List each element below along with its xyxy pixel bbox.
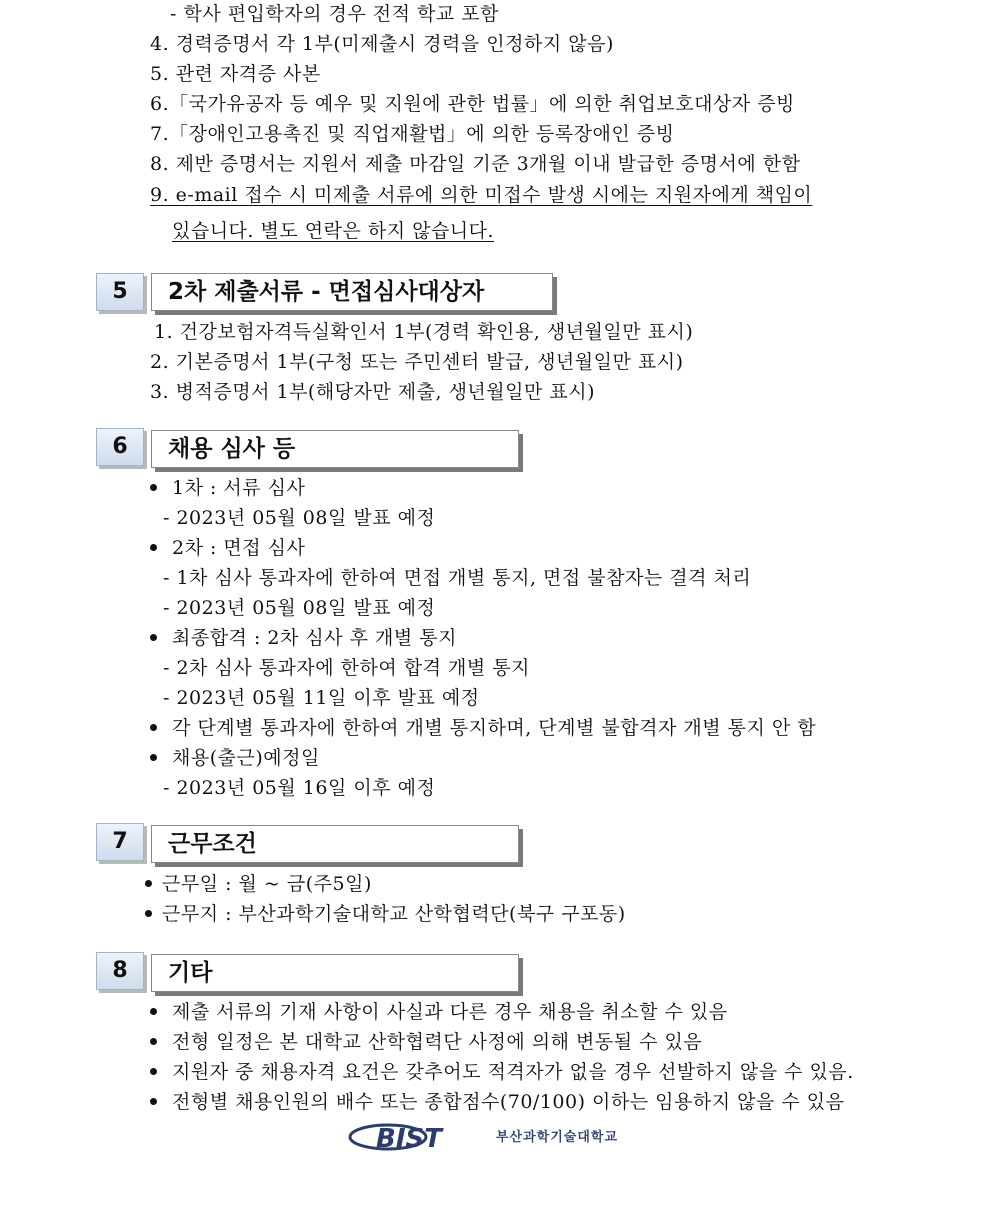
list-item: 5. 관련 자격증 사본: [150, 63, 321, 85]
list-item: 각 단계별 통과자에 한하여 개별 통지하며, 단계별 불합격자 개별 통지 안 함: [172, 717, 817, 739]
bist-logo-icon: [348, 1120, 483, 1154]
list-item: 8. 제반 증명서는 지원서 제출 마감일 기준 3개월 이내 발급한 증명서에 한함: [150, 153, 801, 175]
bullet-icon: [145, 880, 152, 887]
svg-text:BIST: BIST: [376, 1124, 442, 1154]
section-number: 6: [96, 428, 144, 466]
bullet-icon: [150, 1068, 157, 1075]
bullet-icon: [150, 484, 157, 491]
list-item-email-notice-cont: 있습니다. 별도 연락은 하지 않습니다.: [172, 220, 495, 242]
section-number: 7: [96, 823, 144, 861]
list-item: 채용(출근)예정일: [172, 747, 320, 769]
bullet-icon: [150, 634, 157, 641]
bullet-icon: [150, 1008, 157, 1015]
section-number: 5: [96, 273, 144, 311]
list-item: 최종합격 : 2차 심사 후 개별 통지: [172, 627, 457, 649]
university-logo: [348, 1120, 668, 1154]
university-name: 부산과학기술대학교: [496, 1130, 619, 1145]
list-item: 3. 병적증명서 1부(해당자만 제출, 생년월일만 표시): [150, 381, 596, 403]
section-title: 채용 심사 등: [151, 430, 519, 468]
list-sub-item: - 1차 심사 통과자에 한하여 면접 개별 통지, 면접 불참자는 결격 처리: [163, 567, 752, 589]
list-item: 6.「국가유공자 등 예우 및 지원에 관한 법률」에 의한 취업보호대상자 증빙: [150, 93, 795, 115]
section-title: 기타: [151, 954, 519, 992]
list-item: 전형별 채용인원의 배수 또는 종합점수(70/100) 이하는 임용하지 않을 수 있음: [172, 1091, 845, 1113]
bullet-icon: [145, 910, 152, 917]
list-item: 근무지 : 부산과학기술대학교 산학협력단(북구 구포동): [162, 903, 626, 925]
section-title: 근무조건: [151, 825, 519, 863]
list-item: 2. 기본증명서 1부(구청 또는 주민센터 발급, 생년월일만 표시): [150, 351, 684, 373]
list-item: 근무일 : 월 ~ 금(주5일): [162, 873, 372, 895]
bullet-icon: [150, 754, 157, 761]
list-item: 1. 건강보험자격득실확인서 1부(경력 확인용, 생년월일만 표시): [154, 321, 694, 343]
list-sub-item: - 2023년 05월 16일 이후 예정: [163, 777, 436, 799]
list-item: 지원자 중 채용자격 요건은 갖추어도 적격자가 없을 경우 선발하지 않을 수 있음.: [172, 1061, 854, 1083]
list-item: 전형 일정은 본 대학교 산학협력단 사정에 의해 변동될 수 있음: [172, 1031, 703, 1053]
section-number: 8: [96, 952, 144, 990]
bullet-icon: [150, 1098, 157, 1105]
list-item: 2차 : 면접 심사: [172, 537, 306, 559]
list-sub-item: - 2023년 05월 08일 발표 예정: [163, 597, 436, 619]
sub-note: - 학사 편입학자의 경우 전적 학교 포함: [170, 3, 499, 25]
bullet-icon: [150, 724, 157, 731]
list-item: 7.「장애인고용촉진 및 직업재활법」에 의한 등록장애인 증빙: [150, 123, 675, 145]
bullet-icon: [150, 1038, 157, 1045]
list-sub-item: - 2023년 05월 08일 발표 예정: [163, 507, 436, 529]
list-sub-item: - 2023년 05월 11일 이후 발표 예정: [163, 687, 480, 709]
bullet-icon: [150, 544, 157, 551]
list-item: 1차 : 서류 심사: [172, 477, 306, 499]
list-item: 제출 서류의 기재 사항이 사실과 다른 경우 채용을 취소할 수 있음: [172, 1001, 728, 1023]
section-title: 2차 제출서류 - 면접심사대상자: [151, 273, 553, 311]
list-sub-item: - 2차 심사 통과자에 한하여 합격 개별 통지: [163, 657, 530, 679]
list-item-email-notice: 9. e-mail 접수 시 미제출 서류에 의한 미접수 발생 시에는 지원자에게 책임이: [150, 184, 813, 206]
list-item: 4. 경력증명서 각 1부(미제출시 경력을 인정하지 않음): [150, 33, 614, 55]
